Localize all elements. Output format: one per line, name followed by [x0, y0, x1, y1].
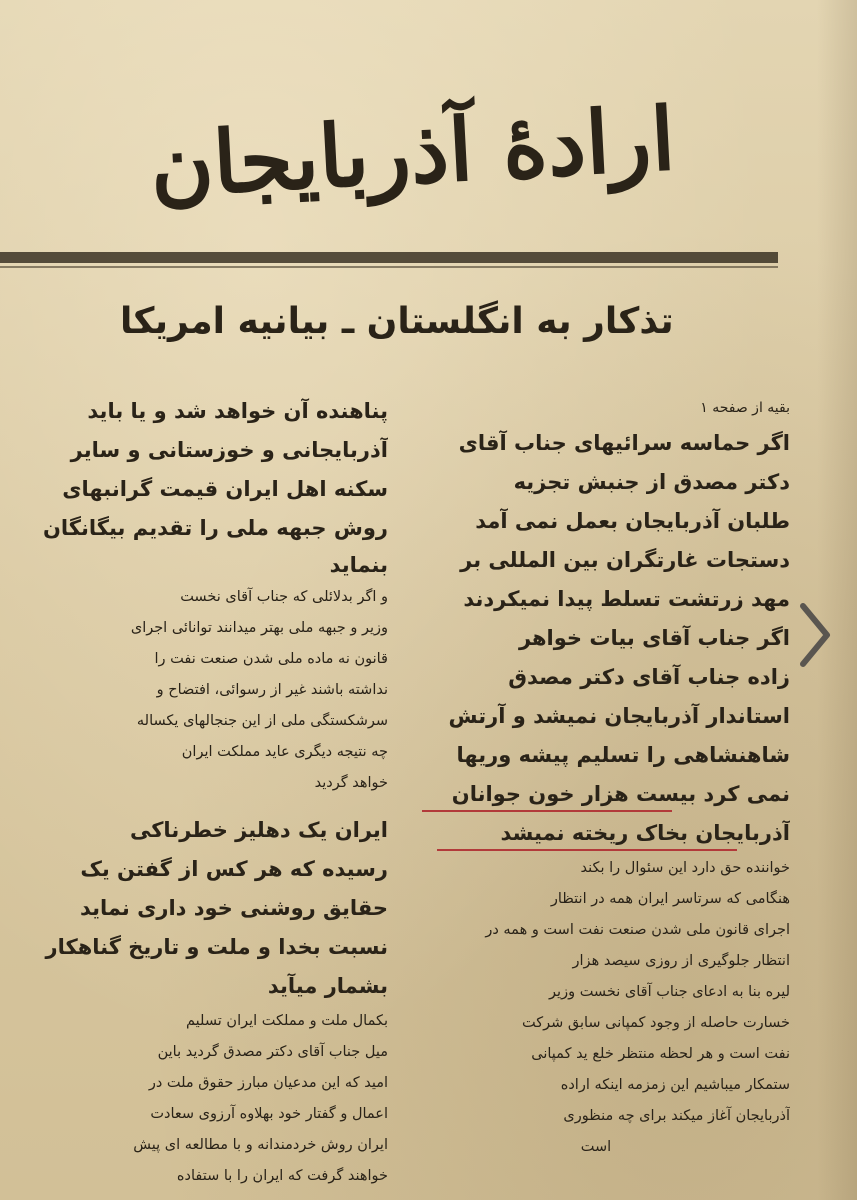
text-line: شاهنشاهی را تسلیم پیشه وریها — [456, 743, 790, 767]
masthead-title: ارادهٔ آذربایجان — [147, 88, 678, 217]
text-line: نسبت بخدا و ملت و تاریخ گناهکار — [45, 935, 388, 959]
text-line: ایران روش خردمندانه و با مطالعه ای پیش — [133, 1137, 388, 1153]
text-line: قانون نه ماده ملی شدن صنعت نفت را — [154, 651, 388, 667]
text-line: طلبان آذربایجان بعمل نمی آمد — [475, 509, 790, 533]
text-line: روش جبهه ملی را تقدیم بیگانگان — [42, 516, 388, 540]
text-line: دستجات غارتگران بین المللی بر — [460, 548, 790, 572]
red-underline — [422, 810, 672, 812]
text-line: مهد زرتشت تسلط پیدا نمیکردند — [463, 587, 790, 611]
paragraph-gap — [8, 799, 388, 811]
text-line: انتظار جلوگیری از روزی سیصد هزار — [572, 953, 790, 969]
text-line: پناهنده آن خواهد شد و یا باید — [87, 399, 388, 423]
text-line: اگر جناب آقای بیات خواهر — [518, 626, 790, 650]
continuation-reference: بقیه از صفحه ۱ — [700, 400, 790, 416]
underlined-text-line — [402, 814, 790, 853]
text-line: دکتر مصدق از جنبش تجزیه — [513, 470, 790, 494]
text-line: وزیر و جبهه ملی بهتر میدانند توانائی اجرای — [130, 620, 388, 636]
article-headline: تذکار به انگلستان ـ بیانیه امریکا — [120, 301, 674, 342]
text-line-content: نمی کرد بیست هزار خون جوانان — [451, 782, 790, 806]
underlined-text-line — [402, 775, 790, 814]
text-line: نفت است و هر لحظه منتظر خلع ید کمپانی — [531, 1046, 790, 1062]
text-line: لیره بنا به ادعای جناب آقای نخست وزیر — [549, 984, 790, 1000]
left-column — [8, 392, 388, 1192]
text-line: خواهد گردید — [314, 775, 388, 791]
text-line: خواننده حق دارد این سئوال را بکند — [580, 860, 790, 876]
chevron-right-icon — [795, 600, 835, 670]
text-line: نداشته باشند غیر از رسوائی، افتضاح و — [156, 682, 388, 698]
text-line: حقایق روشنی خود داری نماید — [79, 896, 388, 920]
text-line: سرشکستگی ملی از این جنجالهای یکساله — [136, 713, 388, 729]
text-line: میل جناب آقای دکتر مصدق گردید باین — [157, 1044, 388, 1060]
text-line: بنماید — [329, 553, 388, 577]
text-line: خسارت حاصله از وجود کمپانی سابق شرکت — [521, 1015, 790, 1031]
text-line: ایران یک دهلیز خطرناکی — [129, 818, 388, 842]
text-line-content: آذربایجان بخاک ریخته نمیشد — [500, 821, 790, 845]
red-underline — [437, 849, 737, 851]
text-line: زاده جناب آقای دکتر مصدق — [508, 665, 790, 689]
text-line: و اگر بدلائلی که جناب آقای نخست — [180, 589, 388, 605]
masthead-rule-thin — [0, 266, 778, 268]
text-line: اگر حماسه سرائیهای جناب آقای — [458, 431, 790, 455]
next-page-button[interactable] — [795, 600, 835, 670]
text-line: سکنه اهل ایران قیمت گرانبهای — [62, 477, 388, 501]
right-column — [402, 392, 790, 1163]
text-line: استاندار آذربایجان نمیشد و آرتش — [448, 704, 790, 728]
text-line: بشمار میآید — [267, 974, 388, 998]
text-line: رسیده که هر کس از گفتن یک — [80, 857, 388, 881]
text-line: اجرای قانون ملی شدن صنعت نفت است و همه در — [485, 922, 790, 938]
text-line: خواهند گرفت که ایران را با ستفاده — [176, 1168, 388, 1184]
text-line: بکمال ملت و مملکت ایران تسلیم — [186, 1013, 388, 1029]
text-line: اعمال و گفتار خود بهلاوه آرزوی سعادت — [150, 1106, 388, 1122]
text-line: امید که این مدعیان مبارز حقوق ملت در — [148, 1075, 388, 1091]
text-line: ستمکار میباشیم این زمزمه اینکه اراده — [560, 1077, 790, 1093]
text-line: است — [580, 1139, 612, 1155]
text-line: آذربایجانی و خوزستانی و سایر — [70, 438, 388, 462]
text-line: چه نتیجه دیگری عاید مملکت ایران — [181, 744, 388, 760]
text-line: هنگامی که سرتاسر ایران همه در انتظار — [550, 891, 790, 907]
masthead-rule — [0, 252, 778, 263]
text-line: آذربایجان آغاز میکند برای چه منظوری — [563, 1108, 790, 1124]
